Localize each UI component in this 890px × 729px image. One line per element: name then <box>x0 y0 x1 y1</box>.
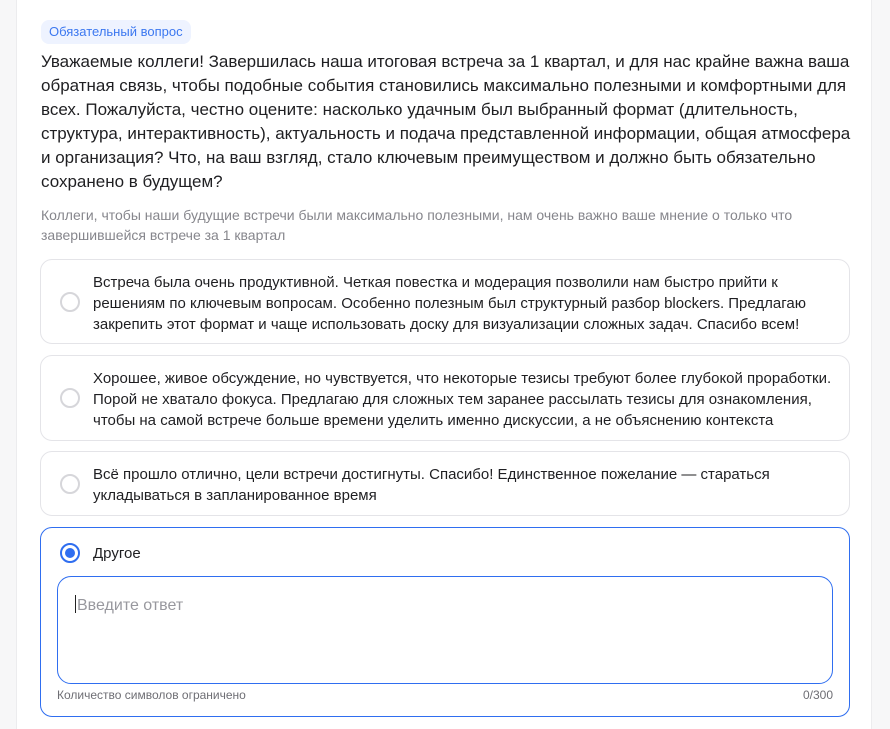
option-label: Всё прошло отлично, цели встречи достигнуты. Спасибо! Единственное пожелание — стараться укладываться в запланированное время <box>93 466 770 504</box>
other-answer-input[interactable] <box>57 576 833 684</box>
option-label: Хорошее, живое обсуждение, но чувствуется, что некоторые тезисы требуют более глубокой проработки. Порой не хватало фокуса. Предлагаю для сложных тем заранее рассылать тезисы для ознакомления, чтобы на самой встрече больше времени уделить именно дискуссии, а не объяснению контекста <box>93 370 832 429</box>
question-card <box>16 0 872 729</box>
radio-selected-icon[interactable] <box>60 543 80 563</box>
radio-icon[interactable] <box>60 292 80 312</box>
option-other-label: Другое <box>93 545 141 562</box>
text-caret <box>75 595 76 613</box>
required-badge: Обязательный вопрос <box>41 20 191 44</box>
input-placeholder: Введите ответ <box>77 597 184 614</box>
char-counter: 0/300 <box>802 688 833 702</box>
radio-icon[interactable] <box>60 388 80 408</box>
question-text: Уважаемые коллеги! Завершилась наша итоговая встреча за 1 квартал, и для нас крайне важна ваша обратная связь, чтобы подобные события становились максимально полезными и комфортными для всех. Пожалуйста, честно оцените: насколько удачным был выбранный формат (длительность, структура, интерактивность), актуальность и подача представленной информации, общая атмосфера и организация? Что, на ваш взгляд, стало ключевым преимуществом и должно быть обязательно сохранено в будущем? <box>41 52 851 191</box>
option-3[interactable] <box>40 451 850 516</box>
radio-icon[interactable] <box>60 474 80 494</box>
option-label: Встреча была очень продуктивной. Четкая повестка и модерация позволили нам быстро прийти к решениям по ключевым вопросам. Особенно полезным был структурный разбор blockers. Предлагаю закрепить этот формат и чаще использовать доску для визуализации сложных задач. Спасибо всем! <box>93 274 806 333</box>
char-limit-note: Количество символов ограничено <box>57 688 246 702</box>
option-other[interactable] <box>40 527 850 717</box>
option-2[interactable] <box>40 355 850 441</box>
question-hint: Коллеги, чтобы наши будущие встречи были максимально полезными, нам очень важно ваше мнение о только что завершившейся встрече за 1 квартал <box>41 207 793 243</box>
option-1[interactable] <box>40 259 850 344</box>
